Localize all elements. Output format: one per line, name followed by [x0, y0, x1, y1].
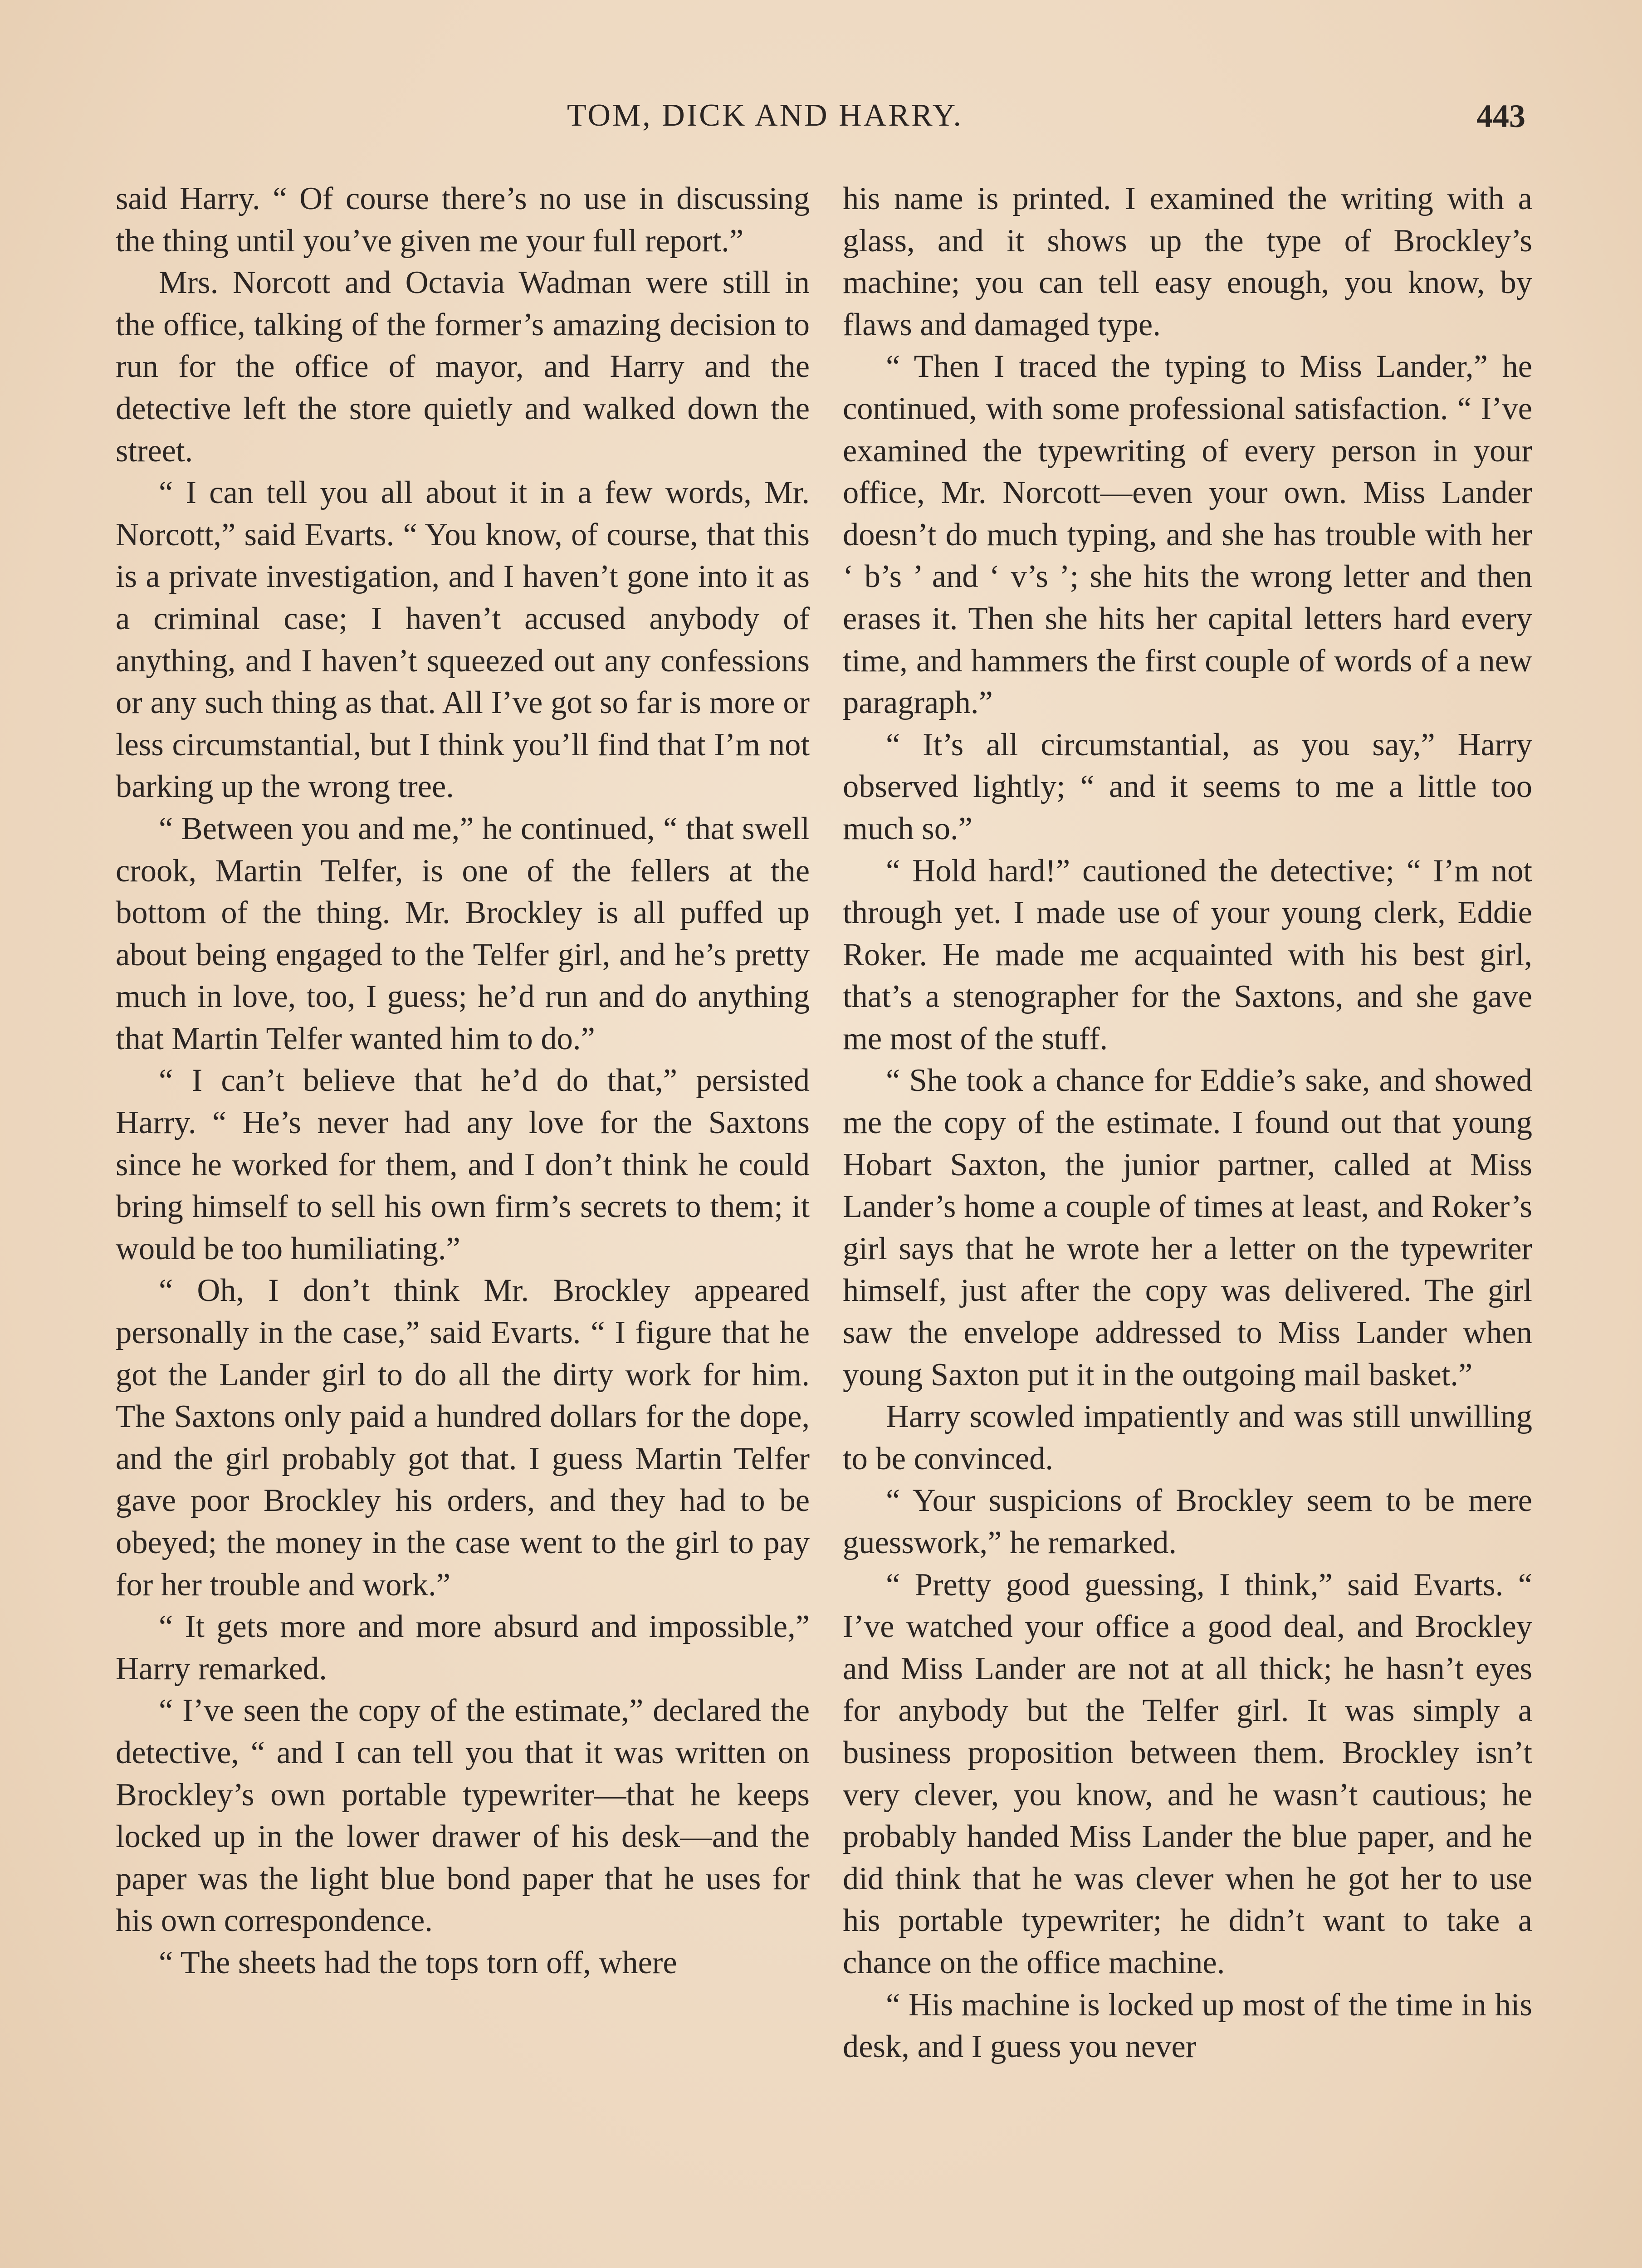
paragraph: Harry scowled impatiently and was still unwilling to be convinced.	[843, 1399, 1532, 1476]
right-column	[843, 178, 1532, 2268]
paragraph: “ Pretty good guessing, I think,” said Evarts. “ I’ve watched your office a good deal, and Brockley and Miss Lander are not at all thick; he hasn’t eyes for anybody but the Telfer girl. It was simply a business proposition between them. Brockley isn’t very clever, you know, and he wasn’t cautious; he probably handed Miss Lander the blue paper, and he did think that he was clever when he got her to use his portable typewriter; he didn’t want to take a chance on the office machine.	[843, 1567, 1532, 1980]
left-column	[116, 178, 810, 2268]
paragraph: “ Your suspicions of Brockley seem to be mere guesswork,” he remarked.	[843, 1483, 1532, 1560]
paragraph: said Harry. “ Of course there’s no use in discussing the thing until you’ve given me your full report.”	[116, 181, 810, 259]
paragraph: “ Between you and me,” he continued, “ that swell crook, Martin Telfer, is one of the fellers at the bottom of the thing. Mr. Brockley is all puffed up about being engaged to the Telfer girl, and he’s pretty much in love, too, I guess; he’d run and do anything that Martin Telfer wanted him to do.”	[116, 811, 810, 1056]
paragraph: his name is printed. I examined the writing with a glass, and it shows up the type of Brockley’s machine; you can tell easy enough, you know, by flaws and damaged type.	[843, 181, 1532, 342]
running-header	[0, 98, 1642, 147]
page-number: 443	[1476, 98, 1525, 134]
paragraph: “ His machine is locked up most of the time in his desk, and I guess you never	[843, 1987, 1532, 2065]
paragraph: “ I can’t believe that he’d do that,” persisted Harry. “ He’s never had any love for the Saxtons since he worked for them, and I don’t think he could bring himself to sell his own firm’s secrets to them; it would be too humiliating.”	[116, 1063, 810, 1266]
paragraph: “ It gets more and more absurd and impossible,” Harry remarked.	[116, 1609, 810, 1686]
paragraph: “ I can tell you all about it in a few words, Mr. Norcott,” said Evarts. “ You know, of course, that this is a private investigation, and I haven’t gone into it as a criminal case; I haven’t accused anybody of anything, and I haven’t squeezed out any confessions or any such thing as that. All I’ve got so far is more or less circumstantial, but I think you’ll find that I’m not barking up the wrong tree.	[116, 475, 810, 805]
paragraph: “ I’ve seen the copy of the estimate,” declared the detective, “ and I can tell you that it was written on Brockley’s own portable typewriter—that he keeps locked up in the lower drawer of his desk—and the paper was the light blue bond paper that he uses for his own correspondence.	[116, 1693, 810, 1939]
running-title: TOM, DICK AND HARRY.	[567, 98, 963, 133]
paragraph: “ Hold hard!” cautioned the detective; “ I’m not through yet. I made use of your young clerk, Eddie Roker. He made me acquainted with his best girl, that’s a stenographer for the Saxtons, and she gave me most of the stuff.	[843, 853, 1532, 1056]
paragraph: “ Oh, I don’t think Mr. Brockley appeared personally in the case,” said Evarts. “ I figure that he got the Lander girl to do all the dirty work for him. The Saxtons only paid a hundred dollars for the dope, and the girl probably got that. I guess Martin Telfer gave poor Brockley his orders, and they had to be obeyed; the money in the case went to the girl to pay for her trouble and work.”	[116, 1273, 810, 1603]
paragraph: “ Then I traced the typing to Miss Lander,” he continued, with some professional satisfaction. “ I’ve examined the typewriting of every person in your office, Mr. Norcott—even your own. Miss Lander doesn’t do much typing, and she has trouble with her ‘ b’s ’ and ‘ v’s ’; she hits the wrong letter and then erases it. Then she hits her capital letters hard every time, and hammers the first couple of words of a new paragraph.”	[843, 349, 1532, 721]
paragraph: “ The sheets had the tops torn off, where	[159, 1945, 677, 1980]
paragraph: Mrs. Norcott and Octavia Wadman were still in the office, talking of the former’s amazing decision to run for the office of mayor, and Harry and the detective left the store quietly and walked down the street.	[116, 265, 810, 469]
paragraph: “ It’s all circumstantial, as you say,” Harry observed lightly; “ and it seems to me a little too much so.”	[843, 727, 1532, 846]
paragraph: “ She took a chance for Eddie’s sake, and showed me the copy of the estimate. I found out that young Hobart Saxton, the junior partner, called at Miss Lander’s home a couple of times at least, and Roker’s girl says that he wrote her a letter on the typewriter himself, just after the copy was delivered. The girl saw the envelope addressed to Miss Lander when young Saxton put it in the outgoing mail basket.”	[843, 1063, 1532, 1393]
